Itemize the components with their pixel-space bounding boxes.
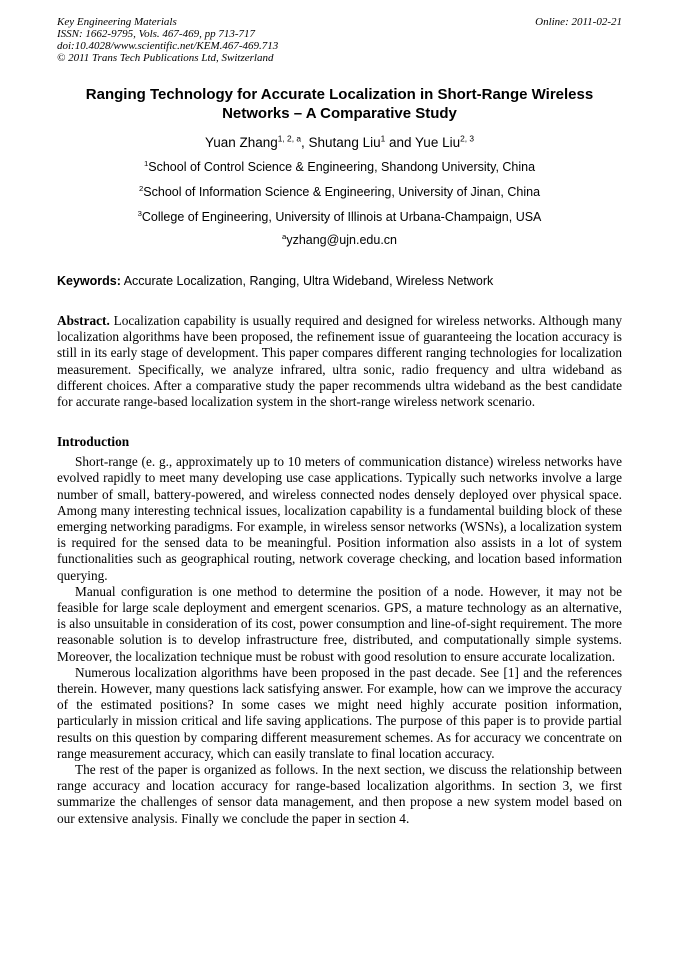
abstract-paragraph xyxy=(57,313,622,410)
affiliation-3 xyxy=(57,209,622,225)
affiliation-1-text: School of Control Science & Engineering, Shandong University, China xyxy=(148,160,536,174)
author-1-superscript: 1, 2, a xyxy=(277,133,302,144)
paper-title xyxy=(57,85,622,123)
introduction-paragraph-2: Manual configuration is one method to determine the position of a node. However, it may not be feasible for large scale deployment and emergent scenarios. GPS, a mature technology as an alternative, is also unsuitable in consideration of its cost, power consumption and line-of-sight requirement. The more reasonable solution is to develop infrastructure free, distributed, and computationally simple systems. Moreover, the localization technique must be robust with good resolution to ensure accurate localization. xyxy=(57,583,622,664)
journal-header-left xyxy=(57,16,278,64)
affiliation-3-superscript: 3 xyxy=(137,208,142,218)
doi-line: doi:10.4028/www.scientific.net/KEM.467-469.713 xyxy=(57,40,279,52)
affiliation-1-superscript: 1 xyxy=(143,158,149,168)
online-date: Online: 2011-02-21 xyxy=(535,16,622,28)
journal-header xyxy=(57,16,622,64)
affiliation-2 xyxy=(57,184,622,200)
affiliation-1 xyxy=(57,159,622,175)
abstract-label: Abstract. xyxy=(57,313,110,328)
journal-name: Key Engineering Materials xyxy=(57,16,177,28)
section-heading-introduction: Introduction xyxy=(57,434,130,450)
author-2-name: Shutang Liu xyxy=(308,135,381,150)
affiliation-2-text: School of Information Science & Engineering, University of Jinan, China xyxy=(143,185,541,199)
affiliation-3-text: College of Engineering, University of Illinois at Urbana-Champaign, USA xyxy=(141,210,542,224)
paper-title-line1: Ranging Technology for Accurate Localization in Short-Range Wireless xyxy=(85,86,594,103)
keywords-label: Keywords: xyxy=(57,274,121,288)
keywords-line xyxy=(57,274,622,288)
authors-line xyxy=(57,135,622,150)
author-1-name: Yuan Zhang xyxy=(204,135,278,150)
introduction-paragraph-3: Numerous localization algorithms have been proposed in the past decade. See [1] and the references therein. However, many questions lack satisfying answer. For example, how can we improve the accuracy of the estimated positions? In some cases we might need highly accurate position information, particularly in mission critical and life saving applications. The purpose of this paper is to provide partial results on this question by comparing different measurement schemes. As for accuracy we concentrate on range measurement accuracy, which can easily translate to final location accuracy. xyxy=(57,664,622,761)
email-superscript: a xyxy=(282,231,287,241)
author-3-superscript: 2, 3 xyxy=(460,133,475,144)
affiliation-2-superscript: 2 xyxy=(138,183,144,193)
paper-title-line2: Networks – A Comparative Study xyxy=(222,105,457,122)
abstract-text: Localization capability is usually required and designed for wireless networks. Although many localization algorithms have been proposed, the refinement issue of guaranteeing the location accuracy is still in its early stage of development. This paper compares different ranging technologies for localization measurement. Specifically, we analyze infrared, ultra sonic, radio frequency and ultra wideband as different choices. After a comparative study the paper recommends ultra wideband as the best candidate for accurate range-based localization system in the short-range wireless network scenario. xyxy=(57,313,622,410)
author-2-superscript: 1 xyxy=(380,133,386,144)
issn-line: ISSN: 1662-9795, Vols. 467-469, pp 713-717 xyxy=(57,28,255,40)
email-address: yzhang@ujn.edu.cn xyxy=(286,233,397,247)
introduction-paragraph-1: Short-range (e. g., approximately up to 10 meters of communication distance) wireless networks have evolved rapidly to meet many developing use case applications. Typically such networks involve a large number of small, battery-powered, and wireless connected nodes densely deployed over physical space. Among many interesting technical issues, localization capability is a fundamental building block of these emerging networking paradigms. For example, in wireless sensor networks (WSNs), a localization system is required for the sensed data to be meaningful. Position information also assists in a lot of system functionalities such as geographical routing, network coverage checking, and location based information querying. xyxy=(57,454,622,583)
author-3-name: Yue Liu xyxy=(415,135,461,150)
email-line xyxy=(57,232,622,248)
keywords-text: Accurate Localization, Ranging, Ultra Wideband, Wireless Network xyxy=(120,274,494,288)
copyright-line: © 2011 Trans Tech Publications Ltd, Switzerland xyxy=(57,52,274,64)
introduction-paragraph-4: The rest of the paper is organized as follows. In the next section, we discuss the relationship between range accuracy and location accuracy for range-based localization algorithms. In section 3, we first summarize the challenges of sensor data management, and then propose a new system model based on our extensive analysis. Finally we conclude the paper in section 4. xyxy=(57,762,622,826)
author-separator-1: , xyxy=(301,135,309,150)
author-separator-2: and xyxy=(385,135,416,150)
